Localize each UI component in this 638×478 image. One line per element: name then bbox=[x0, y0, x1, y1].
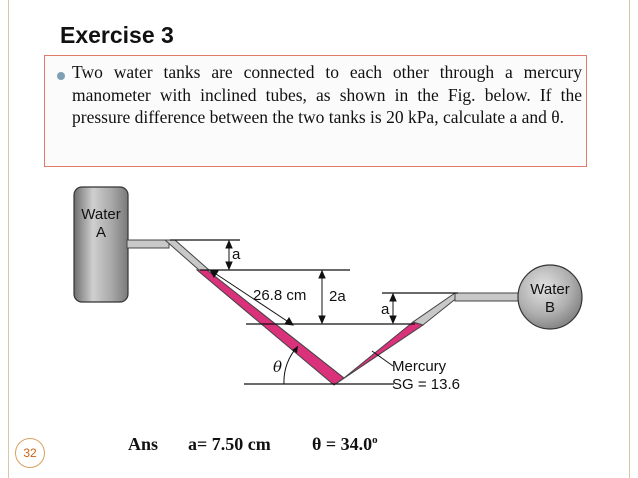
tank-b-label-line1: Water bbox=[530, 281, 570, 298]
dim-arrow-2a bbox=[319, 271, 325, 323]
answer-theta-text: θ = 34.0 bbox=[312, 434, 373, 454]
tank-b-label-line2: B bbox=[544, 299, 556, 316]
left-tube-gray bbox=[165, 240, 209, 270]
answer-a-value: a= 7.50 cm bbox=[188, 434, 271, 454]
tank-a-label-line2: A bbox=[95, 224, 107, 241]
label-theta: θ bbox=[273, 358, 283, 376]
slide-title: Exercise 3 bbox=[60, 22, 174, 48]
tank-a-label-line1: Water bbox=[81, 206, 121, 223]
tank-a bbox=[74, 187, 128, 302]
answer-label: Ans bbox=[128, 434, 159, 454]
page-number-badge: 32 bbox=[15, 438, 45, 468]
mercury-label-line2: SG = 13.6 bbox=[392, 376, 460, 393]
mercury-label-line1: Mercury bbox=[392, 358, 447, 375]
label-2a: 2a bbox=[329, 288, 346, 305]
mercury-leader bbox=[372, 351, 393, 366]
tank-b-pipe bbox=[455, 293, 527, 301]
problem-statement: Two water tanks are connected to each other through a mercury manometer with inclined tubes, as shown in the Fig. below. If the pressure difference between the two tanks is 20 kPa, calculate a and θ. bbox=[72, 62, 582, 127]
label-length: 26.8 cm bbox=[253, 287, 307, 304]
answer-theta-degree: o bbox=[372, 434, 378, 446]
dim-arrow-a-right bbox=[390, 294, 396, 323]
tank-a-pipe bbox=[127, 240, 169, 248]
answer-theta-value bbox=[312, 434, 378, 455]
label-a-right: a bbox=[381, 301, 390, 318]
label-a-top: a bbox=[232, 246, 241, 263]
